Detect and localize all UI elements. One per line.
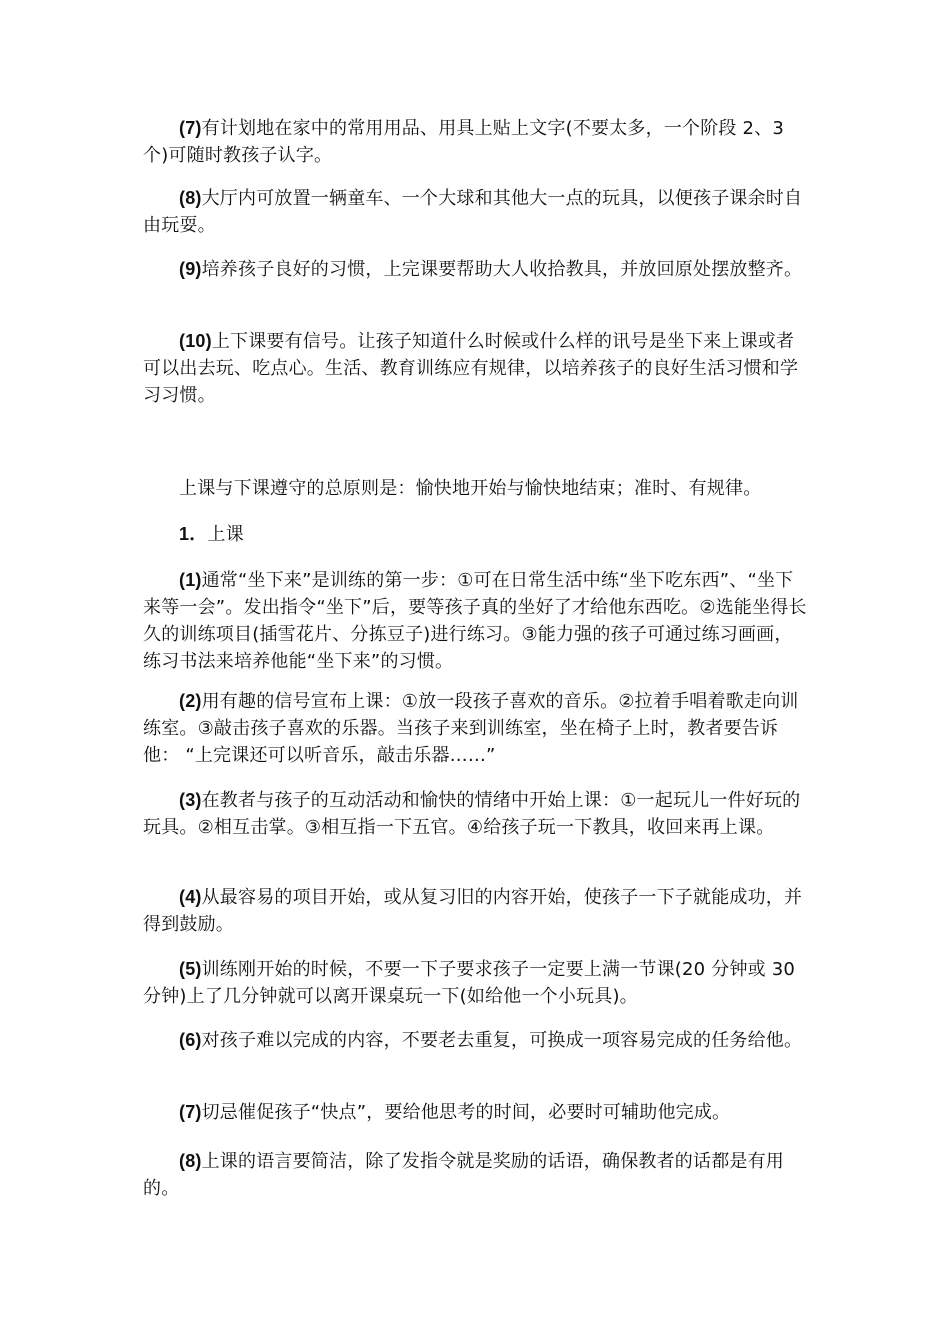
paragraph-7-no-rush xyxy=(143,1099,808,1126)
paragraph-number: (7) xyxy=(179,1102,202,1122)
paragraph-2-signal xyxy=(143,688,808,769)
paragraph-4-easy-start xyxy=(143,884,808,938)
paragraph-text: 通常“坐下来”是训练的第一步：①可在日常生活中练“坐下吃东西”、“坐下来等一会”。发出指令“坐下”后，要等孩子真的坐好了才给他东西吃。②选能坐得长久的训练项目(插雪花片、分拣豆子)进行练习。③能力强的孩子可通过练习画画，练习书法来培养他能“坐下来”的习惯。 xyxy=(143,570,807,672)
paragraph-3-interaction xyxy=(143,787,808,841)
paragraph-10-signals xyxy=(143,328,808,409)
paragraph-number: (1) xyxy=(179,570,202,590)
paragraph-text: 上课的语言要简洁，除了发指令就是奖励的话语，确保教者的话都是有用的。 xyxy=(143,1151,785,1199)
section-title: 上课 xyxy=(207,524,244,545)
paragraph-6-difficult xyxy=(143,1027,808,1054)
paragraph-8-concise xyxy=(143,1148,808,1202)
section-heading xyxy=(143,521,808,548)
paragraph-number: (8) xyxy=(179,188,202,208)
principle-text: 上课与下课遵守的总原则是：愉快地开始与愉快地结束；准时、有规律。 xyxy=(179,478,762,499)
paragraph-1-sit-down xyxy=(143,567,808,675)
paragraph-text: 切忌催促孩子“快点”，要给他思考的时间，必要时可辅助他完成。 xyxy=(201,1102,731,1123)
paragraph-number: (4) xyxy=(179,887,202,907)
paragraph-9-habits xyxy=(143,256,808,283)
paragraph-text: 有计划地在家中的常用用品、用具上贴上文字(不要太多，一个阶段 2、3 个)可随时教孩子认字。 xyxy=(143,118,785,166)
paragraph-number: (8) xyxy=(179,1151,202,1171)
paragraph-text: 从最容易的项目开始，或从复习旧的内容开始，使孩子一下子就能成功，并得到鼓励。 xyxy=(143,887,803,935)
paragraph-number: (3) xyxy=(179,790,202,810)
paragraph-text: 培养孩子良好的习惯，上完课要帮助大人收拾教具，并放回原处摆放整齐。 xyxy=(201,259,803,280)
paragraph-number: (2) xyxy=(179,691,202,711)
paragraph-7-labels xyxy=(143,115,808,169)
paragraph-text: 训练刚开始的时候，不要一下子要求孩子一定要上满一节课(20 分钟或 30 分钟)上了几分钟就可以离开课桌玩一下(如给他一个小玩具)。 xyxy=(143,959,796,1007)
paragraph-text: 大厅内可放置一辆童车、一个大球和其他大一点的玩具，以便孩子课余时自由玩耍。 xyxy=(143,188,803,236)
paragraph-number: (5) xyxy=(179,959,202,979)
principle-paragraph xyxy=(143,475,808,502)
paragraph-number: (10) xyxy=(179,331,212,351)
paragraph-number: (6) xyxy=(179,1030,202,1050)
paragraph-text: 对孩子难以完成的内容，不要老去重复，可换成一项容易完成的任务给他。 xyxy=(201,1030,803,1051)
paragraph-text: 在教者与孩子的互动活动和愉快的情绪中开始上课：①一起玩儿一件好玩的玩具。②相互击掌。③相互指一下五官。④给孩子玩一下教具，收回来再上课。 xyxy=(143,790,801,838)
paragraph-8-toys xyxy=(143,185,808,239)
paragraph-number: (9) xyxy=(179,259,202,279)
paragraph-text: 上下课要有信号。让孩子知道什么时候或什么样的讯号是坐下来上课或者可以出去玩、吃点心。生活、教育训练应有规律，以培养孩子的良好生活习惯和学习习惯。 xyxy=(143,331,799,406)
paragraph-text: 用有趣的信号宣布上课：①放一段孩子喜欢的音乐。②拉着手唱着歌走向训练室。③敲击孩子喜欢的乐器。当孩子来到训练室，坐在椅子上时，教者要告诉他： “上完课还可以听音乐，敲击乐器……” xyxy=(143,691,799,766)
paragraph-number: (7) xyxy=(179,118,202,138)
section-number: 1． xyxy=(179,524,208,544)
paragraph-5-duration xyxy=(143,956,808,1010)
